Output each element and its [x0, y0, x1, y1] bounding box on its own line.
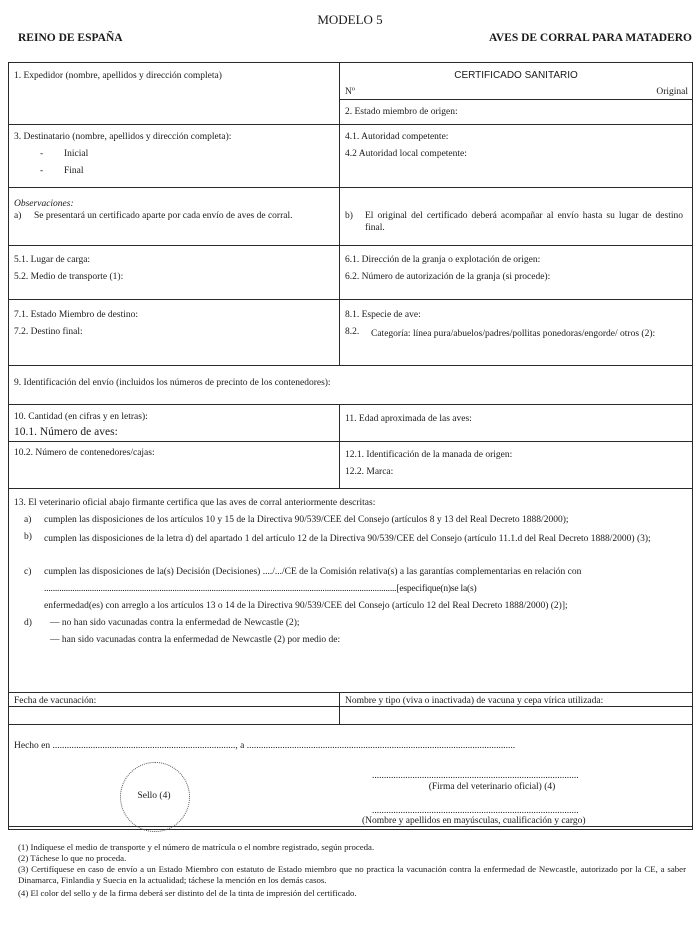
field-4-2-autoridad-local[interactable]: 4.2 Autoridad local competente: [345, 149, 467, 159]
certificate-number-label[interactable]: Nº [345, 87, 355, 97]
field-10-2-contenedores[interactable]: 10.2. Número de contenedores/cajas: [14, 448, 155, 458]
field-7-2-destino-final[interactable]: 7.2. Destino final: [14, 327, 83, 337]
cert-d-option-1[interactable]: — no han sido vacunadas contra la enfermedad de Newcastle (2); [50, 618, 300, 628]
field-2-estado-origen[interactable]: 2. Estado miembro de origen: [345, 107, 458, 117]
original-label: Original [656, 87, 688, 97]
form-title: AVES DE CORRAL PARA MATADERO [489, 32, 692, 44]
cert-a-label: a) [24, 515, 32, 525]
hecho-en-line[interactable]: Hecho en ............................................................................., a ................................................................................................................. [14, 741, 516, 751]
field-6-2-numero-autorizacion[interactable]: 6.2. Número de autorización de la granja (si procede): [345, 272, 551, 282]
footnote: (4) El color del sello y de la firma deberá ser distinto del de la tinta de impresión del certificado. [18, 888, 357, 898]
field-8-1-especie[interactable]: 8.1. Especie de ave: [345, 310, 421, 320]
cert-c-text-2[interactable]: ..................................................................................................................................................................[especifique(n)se la(s) [44, 584, 477, 594]
footnote: (2) Táchese lo que no proceda. [18, 853, 127, 863]
field-12-1-manada[interactable]: 12.1. Identificación de la manada de origen: [345, 450, 513, 460]
section-13-intro: 13. El veterinario oficial abajo firmante certifica que las aves de corral anteriormente descritas: [14, 498, 376, 508]
destinatario-final[interactable]: Final [64, 166, 84, 176]
field-9-identificacion-envio[interactable]: 9. Identificación del envío (incluidos los números de precinto de los contenedores): [14, 378, 331, 388]
destinatario-inicial[interactable]: Inicial [64, 149, 89, 159]
country-heading: REINO DE ESPAÑA [18, 32, 123, 44]
obs-b-text: El original del certificado deberá acompañar al envío hasta su lugar de destino final. [365, 211, 683, 233]
field-7-1-estado-destino[interactable]: 7.1. Estado Miembro de destino: [14, 310, 139, 320]
seal-label: Sello (4) [137, 791, 171, 801]
obs-a-label: a) [14, 211, 22, 221]
footnote: (3) Certifíquese en caso de envío a un Estado Miembro con estatuto de Estado miembro que no practica la vacunación contra la enfermedad de Newcastle, autorizado por la CE, a saber Dinamarca, Finlandia y Suecia en la actualidad; táchese la mención en los demás casos. [18, 864, 686, 885]
cert-d-option-2[interactable]: — han sido vacunadas contra la enfermedad de Newcastle (2) por medio de: [50, 635, 341, 645]
firma-dotted-line[interactable]: ....................................................................................... [372, 771, 579, 781]
vacuna-nombre-tipo-label[interactable]: Nombre y tipo (viva o inactivada) de vacuna y cepa vírica utilizada: [345, 696, 604, 706]
cert-a-text: cumplen las disposiciones de los artículos 10 y 15 de la Directiva 90/539/CEE del Consejo (artículos 8 y 13 del Real Decreto 1888/2000); [44, 515, 569, 525]
field-10-cantidad[interactable]: 10. Cantidad (en cifras y en letras): [14, 412, 148, 422]
field-5-2-medio-transporte[interactable]: 5.2. Medio de transporte (1): [14, 272, 124, 282]
footnote: (1) Indíquese el medio de transporte y el número de matrícula o el nombre registrado, según proceda. [18, 842, 375, 852]
fecha-vacunacion-label[interactable]: Fecha de vacunación: [14, 696, 97, 706]
form-model-number: MODELO 5 [317, 12, 383, 27]
field-3-destinatario[interactable]: 3. Destinatario (nombre, apellidos y dirección completa): [14, 132, 232, 142]
nombre-dotted-line[interactable]: ....................................................................................... [372, 806, 579, 816]
field-11-edad[interactable]: 11. Edad aproximada de las aves: [345, 414, 472, 424]
dash-bullet: - [40, 149, 44, 159]
obs-a-text: Se presentará un certificado aparte por cada envío de aves de corral. [34, 211, 293, 221]
nombre-label: (Nombre y apellidos en mayúsculas, cualificación y cargo) [362, 816, 586, 826]
cert-c-text-1: cumplen las disposiciones de la(s) Decisión (Decisiones) ..../.../CE de la Comisión relativa(s) a las garantías complementarias en relación con [44, 567, 582, 577]
obs-b-label: b) [345, 211, 353, 221]
cert-c-text-3: enfermedad(es) con arreglo a los artículos 13 o 14 de la Directiva 90/539/CEE del Consejo (artículo 12 del Real Decreto 1888/2000) (2)]; [44, 601, 568, 611]
field-8-2-label: 8.2. [345, 327, 360, 337]
field-12-2-marca[interactable]: 12.2. Marca: [345, 467, 394, 477]
certificate-frame [8, 62, 693, 830]
cert-d-label: d) [24, 618, 32, 628]
observaciones-title: Observaciones: [14, 199, 74, 209]
field-5-1-lugar-carga[interactable]: 5.1. Lugar de carga: [14, 255, 91, 265]
field-1-expedidor[interactable]: 1. Expedidor (nombre, apellidos y dirección completa) [14, 71, 222, 81]
field-4-1-autoridad[interactable]: 4.1. Autoridad competente: [345, 132, 449, 142]
dash-bullet: - [40, 166, 44, 176]
cert-b-label: b) [24, 532, 32, 542]
field-8-2-categoria[interactable]: Categoría: línea pura/abuelos/padres/pollitas ponedoras/engorde/ otros (2): [371, 329, 656, 339]
field-6-1-direccion-granja[interactable]: 6.1. Dirección de la granja o explotación de origen: [345, 255, 541, 265]
firma-label: (Firma del veterinario oficial) (4) [428, 782, 556, 792]
cert-c-label: c) [24, 567, 32, 577]
certificate-title: CERTIFICADO SANITARIO [454, 70, 578, 81]
field-10-1-numero-aves[interactable]: 10.1. Número de aves: [14, 426, 118, 438]
cert-b-text: cumplen las disposiciones de la letra d) del apartado 1 del artículo 12 de la Directiva 90/539/CEE del Consejo (artículo 11.1.d del Real Decreto 1888/2000) (3); [44, 534, 651, 544]
